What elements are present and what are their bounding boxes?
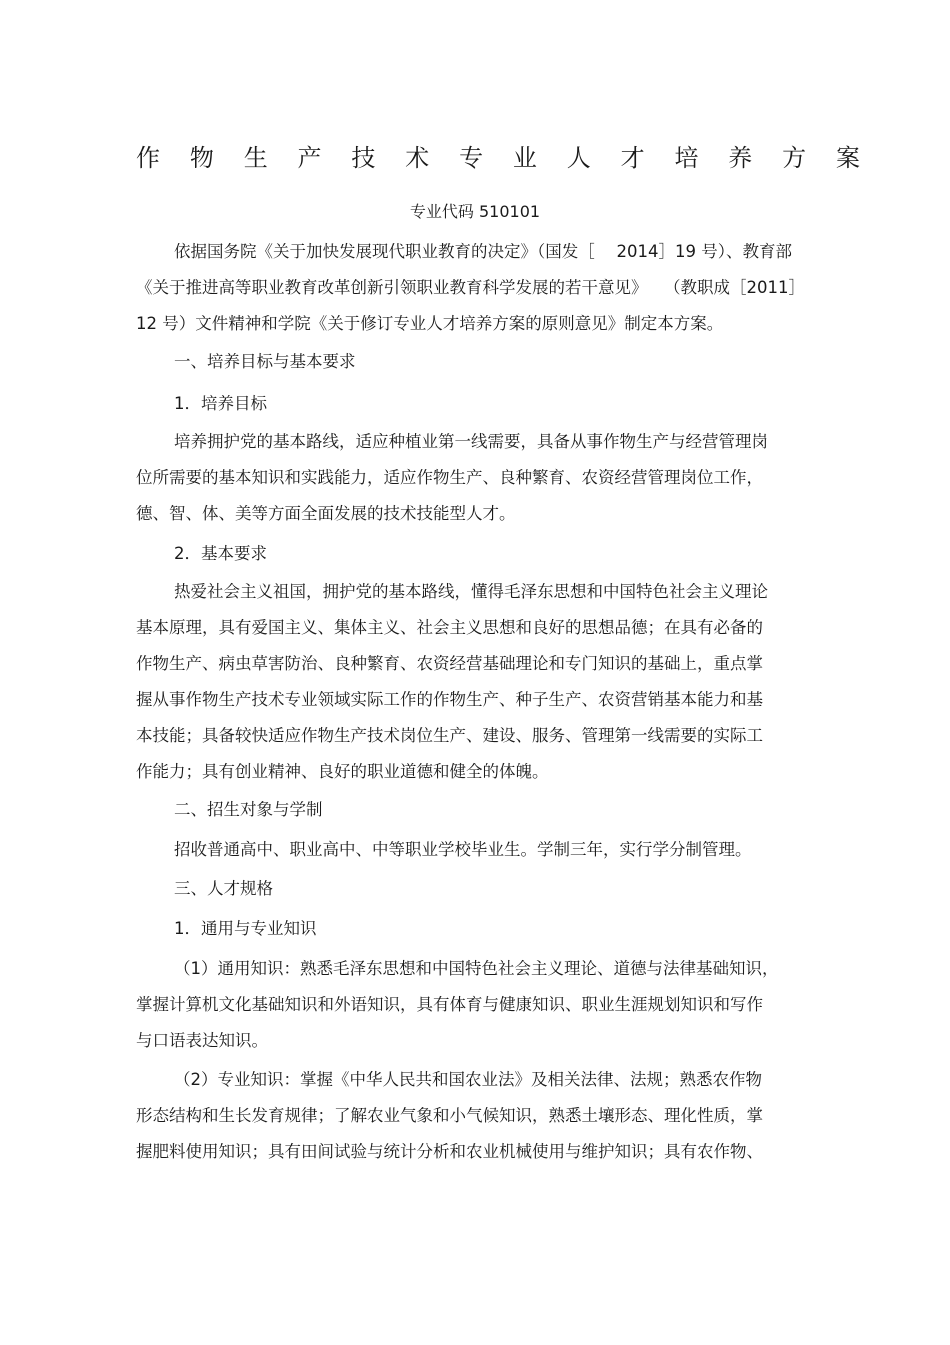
subsection-heading: 1．培养目标 bbox=[174, 394, 267, 413]
body-line: 形态结构和生长发育规律；了解农业气象和小气候知识，熟悉土壤形态、理化性质，掌 bbox=[136, 1106, 763, 1125]
body-line: 位所需要的基本知识和实践能力，适应作物生产、良种繁育、农资经营管理岗位工作， bbox=[136, 468, 763, 487]
title-char: 物 bbox=[189, 144, 214, 172]
title-char: 术 bbox=[405, 144, 430, 172]
body-line: 热爱社会主义祖国，拥护党的基本路线，懂得毛泽东思想和中国特色社会主义理论 bbox=[174, 582, 768, 601]
body-line: 本技能；具备较快适应作物生产技术岗位生产、建设、服务、管理第一线需要的实际工 bbox=[136, 726, 763, 745]
title-char: 技 bbox=[351, 144, 376, 172]
title-char: 人 bbox=[566, 144, 591, 172]
intro-line: 依据国务院《关于加快发展现代职业教育的决定》（国发［ 2014］19 号）、教育部 bbox=[174, 242, 792, 261]
body-line: 握从事作物生产技术专业领域实际工作的作物生产、种子生产、农资营销基本能力和基 bbox=[136, 690, 763, 709]
title-char: 业 bbox=[512, 144, 537, 172]
title-char: 案 bbox=[835, 144, 860, 172]
major-code: 专业代码 510101 bbox=[409, 202, 541, 221]
title-char: 生 bbox=[243, 144, 268, 172]
section-heading: 三、人才规格 bbox=[174, 879, 273, 898]
title-char: 产 bbox=[297, 144, 322, 172]
title-char: 方 bbox=[782, 144, 807, 172]
title-char: 才 bbox=[620, 144, 645, 172]
title-char: 培 bbox=[674, 144, 699, 172]
title-char: 专 bbox=[459, 144, 484, 172]
document-title bbox=[136, 142, 860, 174]
body-line: 培养拥护党的基本路线，适应种植业第一线需要，具备从事作物生产与经营管理岗 bbox=[174, 432, 768, 451]
subsection-heading: 2．基本要求 bbox=[174, 544, 267, 563]
title-char: 作 bbox=[136, 144, 160, 172]
body-line: 作物生产、病虫草害防治、良种繁育、农资经营基础理论和专门知识的基础上，重点掌 bbox=[136, 654, 763, 673]
body-line: 德、智、体、美等方面全面发展的技术技能型人才。 bbox=[136, 504, 516, 523]
body-line: 与口语表达知识。 bbox=[136, 1031, 268, 1050]
body-line: 掌握计算机文化基础知识和外语知识，具有体育与健康知识、职业生涯规划知识和写作 bbox=[136, 995, 763, 1014]
body-line: （1）通用知识：熟悉毛泽东思想和中国特色社会主义理论、道德与法律基础知识， bbox=[174, 959, 779, 978]
intro-line: 《关于推进高等职业教育改革创新引领职业教育科学发展的若干意见》 （教职成［2011］ bbox=[136, 278, 805, 297]
title-char: 养 bbox=[728, 144, 753, 172]
body-line: 握肥料使用知识；具有田间试验与统计分析和农业机械使用与维护知识；具有农作物、 bbox=[136, 1142, 763, 1161]
section-heading: 一、培养目标与基本要求 bbox=[174, 352, 356, 371]
subsection-heading: 1．通用与专业知识 bbox=[174, 919, 317, 938]
body-line: 基本原理，具有爱国主义、集体主义、社会主义思想和良好的思想品德；在具有必备的 bbox=[136, 618, 763, 637]
intro-line: 12 号）文件精神和学院《关于修订专业人才培养方案的原则意见》制定本方案。 bbox=[136, 314, 724, 333]
body-line: 招收普通高中、职业高中、中等职业学校毕业生。学制三年，实行学分制管理。 bbox=[174, 840, 752, 859]
body-line: 作能力；具有创业精神、良好的职业道德和健全的体魄。 bbox=[136, 762, 549, 781]
section-heading: 二、招生对象与学制 bbox=[174, 800, 323, 819]
body-line: （2）专业知识：掌握《中华人民共和国农业法》及相关法律、法规；熟悉农作物 bbox=[174, 1070, 762, 1089]
